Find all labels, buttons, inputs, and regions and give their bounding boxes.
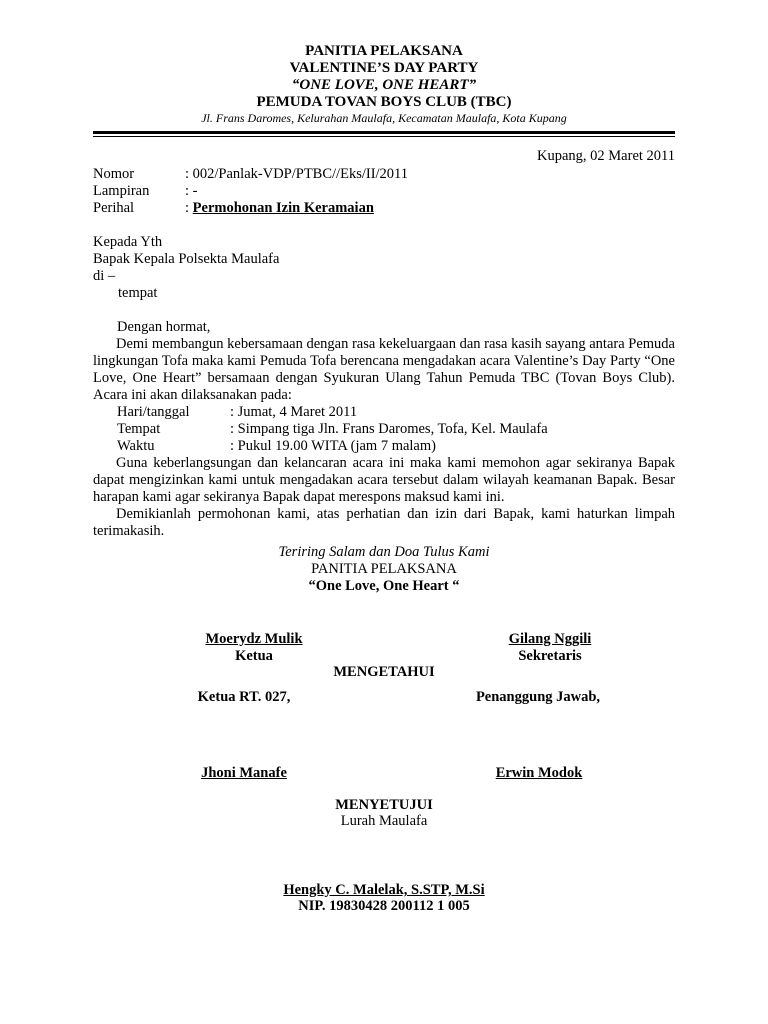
body-paragraph-1-text: Demi membangun kebersamaan dengan rasa kekeluargaan dan rasa kasih sayang antara Pemuda lingkungan Tofa maka kami Pemuda Tofa berencana mengadakan acara Valentine’s Day Party “One Love, One Heart” bersamaan dengan Syukuran Ulang Tahun Pemuda TBC (Tovan Boys Club). Acara ini akan dilaksanakan pada: xyxy=(93,336,675,403)
tempat-label: Tempat xyxy=(117,421,161,437)
body-paragraph-2 xyxy=(93,455,675,506)
waktu-value: : Pukul 19.00 WITA (jam 7 malam) xyxy=(230,438,436,454)
closing-salutation: Teriring Salam dan Doa Tulus Kami xyxy=(278,544,490,560)
body-paragraph-1 xyxy=(93,336,675,404)
recipient-line1: Kepada Yth xyxy=(93,234,163,250)
letterhead-address: Jl. Frans Daromes, Kelurahan Maulafa, Kecamatan Maulafa, Kota Kupang xyxy=(201,111,567,125)
mengetahui-heading: MENGETAHUI xyxy=(333,664,435,680)
body-paragraph-3-text: Demikianlah permohonan kami, atas perhatian dan izin dari Bapak, kami haturkan limpah terimakasih. xyxy=(93,506,675,539)
pj-title: Penanggung Jawab, xyxy=(475,689,601,705)
tempat-value: : Simpang tiga Jln. Frans Daromes, Tofa, Kel. Maulafa xyxy=(230,421,548,437)
nomor-value: : 002/Panlak-VDP/PTBC//Eks/II/2011 xyxy=(185,166,409,182)
letterhead-divider-thin xyxy=(93,136,675,137)
rt-name: Jhoni Manafe xyxy=(201,765,287,781)
perihal-row xyxy=(185,200,374,217)
closing-theme: “One Love, One Heart “ xyxy=(308,578,460,594)
nomor-label: Nomor xyxy=(93,166,135,182)
sekretaris-title: Sekretaris xyxy=(518,648,582,664)
closing-committee: PANITIA PELAKSANA xyxy=(311,561,457,577)
lurah-nip: NIP. 19830428 200112 1 005 xyxy=(298,898,470,914)
sekretaris-name: Gilang Nggili xyxy=(508,631,592,647)
pj-name: Erwin Modok xyxy=(495,765,583,781)
letterhead-club: PEMUDA TOVAN BOYS CLUB (TBC) xyxy=(256,94,512,110)
letter-date: Kupang, 02 Maret 2011 xyxy=(537,148,675,164)
body-paragraph-3 xyxy=(93,506,675,540)
waktu-label: Waktu xyxy=(117,438,155,454)
lampiran-value: : - xyxy=(185,183,198,199)
perihal-value: Permohonan Izin Keramaian xyxy=(192,200,374,216)
perihal-label: Perihal xyxy=(93,200,135,216)
greeting: Dengan hormat, xyxy=(117,319,211,335)
letterhead-divider-thick xyxy=(93,131,675,134)
recipient-line4: tempat xyxy=(118,285,158,301)
hari-value: : Jumat, 4 Maret 2011 xyxy=(230,404,358,420)
recipient-line2: Bapak Kepala Polsekta Maulafa xyxy=(93,251,280,267)
letterhead-org: PANITIA PELAKSANA xyxy=(305,43,463,59)
menyetujui-heading: MENYETUJUI xyxy=(335,797,433,813)
lurah-name: Hengky C. Malelak, S.STP, M.Si xyxy=(283,882,485,898)
recipient-line3: di – xyxy=(93,268,116,284)
letterhead-theme: “ONE LOVE, ONE HEART” xyxy=(291,77,477,93)
lurah-title: Lurah Maulafa xyxy=(340,813,428,829)
hari-label: Hari/tanggal xyxy=(117,404,190,420)
ketua-title: Ketua xyxy=(235,648,273,664)
ketua-name: Moerydz Mulik xyxy=(205,631,303,647)
body-paragraph-2-text: Guna keberlangsungan dan kelancaran acara ini maka kami memohon agar sekiranya Bapak dapat mengizinkan kami untuk mengadakan acara tersebut dalam wilayah keamanan Bapak. Besar harapan kami agar sekiranya Bapak dapat merespons maksud kami ini. xyxy=(93,455,675,505)
lampiran-label: Lampiran xyxy=(93,183,150,199)
perihal-colon: : xyxy=(185,200,193,216)
rt-title: Ketua RT. 027, xyxy=(197,689,291,705)
letterhead-event: VALENTINE’S DAY PARTY xyxy=(289,60,479,76)
